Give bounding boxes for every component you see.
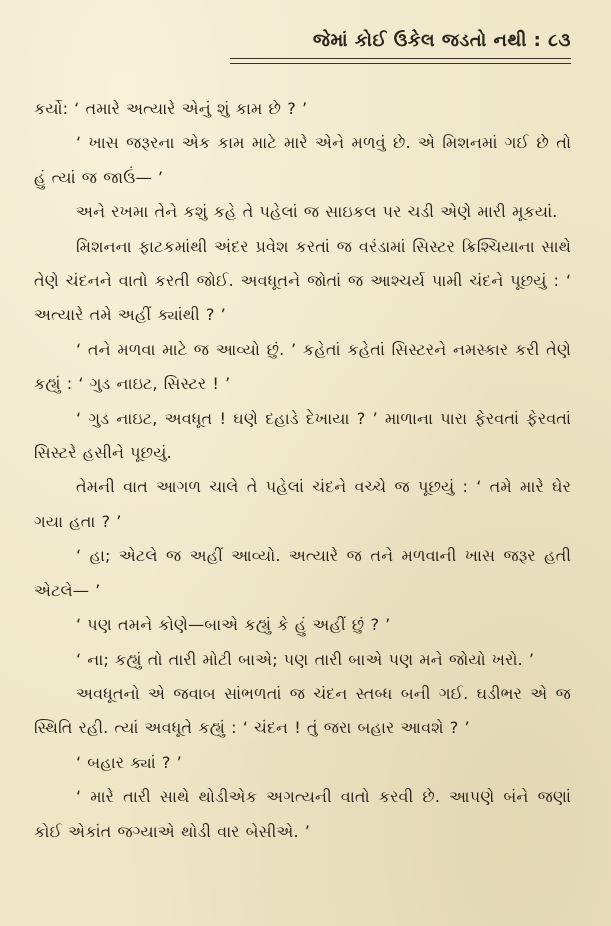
paragraph: ‘ મારે તારી સાથે થોડીએક અગત્યની વાતો કરવી છે. આપણે બંને જણાં કોઈ એકાંત જગ્યાએ થોડી વાર બેસીએ. ’	[34, 787, 571, 841]
paragraph: મિશનના ફાટકમાંથી અંદર પ્રવેશ કરતાં જ વરંડામાં સિસ્ટર ક્રિશ્ચિયાના સાથે તેણે ચંદનને વાતો કરતી જોઈ. અવધૂતને જોતાં જ આશ્ચર્ય પામી ચંદને પૂછયું : ‘ અત્યારે તમે અહીં ક્યાંથી ? ’	[34, 236, 571, 325]
paragraph: કર્યો: ‘ તમારે અત્યારે એનું શું કામ છે ? ’	[34, 99, 308, 118]
body-text	[34, 92, 571, 849]
paragraph: ‘ ખાસ જરૂરના એક કામ માટે મારે એને મળવું છે. એ મિશનમાં ગઈ છે તો હું ત્યાં જ જાઉં— ’	[34, 133, 571, 187]
paragraph: તેમની વાત આગળ ચાલે તે પહેલાં ચંદને વચ્ચે જ પૂછયું : ‘ તમે મારે ઘેર ગયા હતા ? ’	[34, 477, 571, 531]
paragraph: અને રખમા તેને કશું કહે તે પહેલાં જ સાઇકલ પર ચડી એણે મારી મૂકયાં.	[76, 202, 558, 222]
header-rule	[230, 58, 571, 64]
paragraph: ‘ બહાર ક્યાં ? ’	[76, 752, 182, 772]
paragraph: અવધૂતનો એ જવાબ સાંભળતાં જ ચંદન સ્તબ્ધ બની ગઈ. ઘડીભર એ જ સ્થિતિ રહી. ત્યાં અવધૂતે કહ્યું : ‘ ચંદન ! તું જરા બહાર આવશે ? ’	[34, 683, 571, 738]
paragraph: ‘ પણ તમને કોણે—બાએ કહ્યું કે હું અહીં છું ? ’	[76, 615, 391, 635]
paragraph: ‘ ના; કહ્યું તો તારી મોટી બાએ; પણ તારી બાએ પણ મને જોયો ખરો. ’	[76, 649, 534, 669]
running-head: જેમાં કોઈ ઉકેલ જડતો નથી : ૮૩	[312, 30, 571, 51]
paragraph: ‘ હા; એટલે જ અહીં આવ્યો. અત્યારે જ તને મળવાની ખાસ જરૂર હતી એટલે— ’	[34, 546, 571, 600]
paragraph: ‘ તને મળવા માટે જ આવ્યો છું. ’ કહેતાં કહેતાં સિસ્ટરને નમસ્કાર કરી તેણે કહ્યું : ‘ ગુડ નાઇટ, સિસ્ટર ! ’	[34, 339, 571, 394]
paragraph: ‘ ગુડ નાઇટ, અવધૂત ! ઘણે દહાડે દેખાયા ? ’ માળાના પારા ફેરવતાં ફેરવતાં સિસ્ટરે હસીને પૂછયું.	[34, 408, 571, 463]
